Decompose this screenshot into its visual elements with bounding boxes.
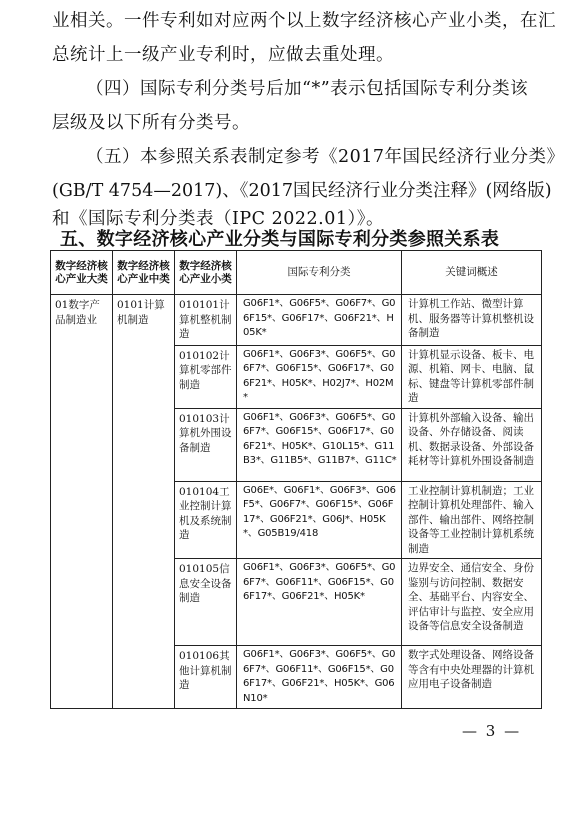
paragraph-line-5: （五）本参照关系表制定参考《2017年国民经济行业分类》 [86, 147, 565, 167]
medium-category-cell: 0101计算机制造 [113, 295, 175, 709]
major-category-cell: 01数字产品制造业 [51, 295, 113, 709]
ipc-cell: G06F1*、G06F3*、G06F5*、G06F7*、G06F15*、G06F17*、G06F21*、H05K*、G10L15*、G11B3*、G11B5*、G11B7*、G11C* [237, 408, 402, 481]
page-number: — 3 — [462, 722, 522, 740]
sub-category-cell: 010102计算机零部件制造 [175, 345, 237, 408]
header-sub: 数字经济核心产业小类 [175, 251, 237, 295]
sub-category-cell: 010105信息安全设备制造 [175, 559, 237, 646]
ipc-cell: G06F1*、G06F3*、G06F5*、G06F7*、G06F11*、G06F15*、G06F17*、G06F21*、H05K*、G06N10* [237, 646, 402, 709]
paragraph-line-6: (GB/T 4754—2017)、《2017国民经济行业分类注释》(网络版) [52, 181, 552, 201]
ipc-cell: G06F1*、G06F3*、G06F5*、G06F7*、G06F15*、G06F17*、G06F21*、H05K*、H02J7*、H02M* [237, 345, 402, 408]
table-row [51, 295, 542, 346]
keywords-cell: 边界安全、通信安全、身份鉴别与访问控制、数据安全、基础平台、内容安全、评估审计与监控、安全应用设备等信息安全设备制造 [402, 559, 542, 646]
sub-category-cell: 010106其他计算机制造 [175, 646, 237, 709]
paragraph-line-1: 业相关。一件专利如对应两个以上数字经济核心产业小类，在汇 [52, 11, 556, 31]
paragraph-line-3: （四）国际专利分类号后加“*”表示包括国际专利分类该 [86, 79, 529, 99]
keywords-cell: 计算机工作站、微型计算机、服务器等计算机整机设备制造 [402, 295, 542, 346]
ipc-cell: G06E*、G06F1*、G06F3*、G06F5*、G06F7*、G06F15*、G06F17*、G06F21*、G06J*、H05K*、G05B19/418 [237, 481, 402, 559]
header-medium: 数字经济核心产业中类 [113, 251, 175, 295]
header-ipc: 国际专利分类 [237, 251, 402, 295]
section-heading: 五、数字经济核心产业分类与国际专利分类参照关系表 [60, 229, 500, 250]
keywords-cell: 计算机外部输入设备、输出设备、外存储设备、阅读机、数据录设备、外部设备耗材等计算机外围设备制造 [402, 408, 542, 481]
paragraph-line-4: 层级及以下所有分类号。 [52, 113, 250, 133]
sub-category-cell: 010103计算机外围设备制造 [175, 408, 237, 481]
paragraph-line-7: 和《国际专利分类表（IPC 2022.01）》。 [52, 209, 385, 229]
ipc-cell: G06F1*、G06F3*、G06F5*、G06F7*、G06F11*、G06F15*、G06F17*、G06F21*、H05K* [237, 559, 402, 646]
ipc-cell: G06F1*、G06F5*、G06F7*、G06F15*、G06F17*、G06F21*、H05K* [237, 295, 402, 346]
paragraph-line-2: 总统计上一级产业专利时，应做去重处理。 [52, 45, 394, 65]
keywords-cell: 工业控制计算机制造；工业控制计算机处理部件、输入部件、输出部件、网络控制设备等工业控制计算机系统制造 [402, 481, 542, 559]
header-major: 数字经济核心产业大类 [51, 251, 113, 295]
reference-table [50, 250, 542, 709]
keywords-cell: 计算机显示设备、板卡、电源、机箱、网卡、电脑、鼠标、键盘等计算机零部件制造 [402, 345, 542, 408]
keywords-cell: 数字式处理设备、网络设备等含有中央处理器的计算机应用电子设备制造 [402, 646, 542, 709]
header-keywords: 关键词概述 [402, 251, 542, 295]
sub-category-cell: 010101计算机整机制造 [175, 295, 237, 346]
sub-category-cell: 010104工业控制计算机及系统制造 [175, 481, 237, 559]
table-header-row [51, 251, 542, 295]
